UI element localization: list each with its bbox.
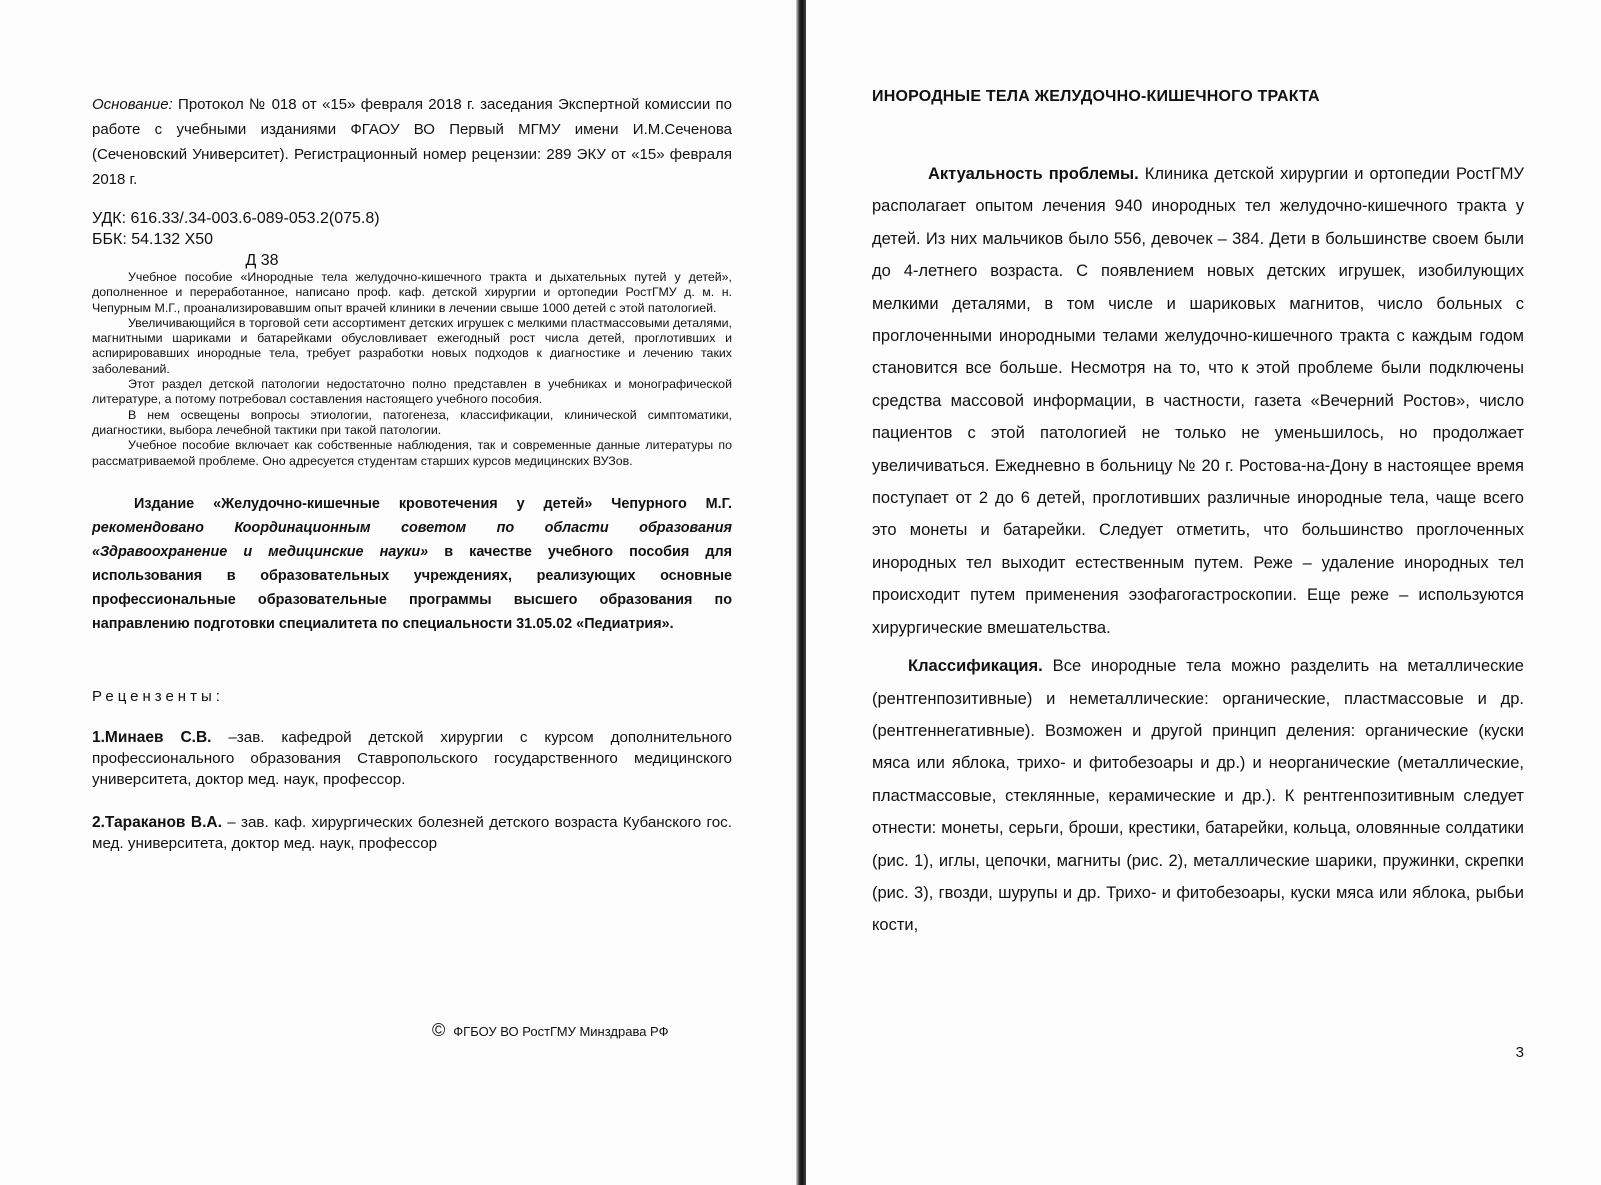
reviewer-1 bbox=[92, 727, 732, 790]
annotation-paragraph: Этот раздел детской патологии недостаточно полно представлен в учебниках и монографической литературе, а потому потребовал составления настоящего учебного пособия. bbox=[92, 377, 732, 407]
page-number: 3 bbox=[1515, 1044, 1524, 1061]
basis-label: Основание: bbox=[92, 96, 173, 113]
copyright-text: ФГБОУ ВО РостГМУ Минздрава РФ bbox=[453, 1024, 669, 1039]
classification-lead: Классификация. bbox=[908, 657, 1043, 676]
annotation-paragraph: Учебное пособие включает как собственные наблюдения, так и современные данные литературы по рассматриваемой проблеме. Оно адресуется студентам старших курсов медицинских ВУЗов. bbox=[92, 438, 732, 468]
chapter-body bbox=[872, 158, 1524, 942]
bbk-line: ББК: 54.132 Х50 bbox=[92, 231, 214, 248]
relevance-text: Клиника детской хирургии и ортопедии РостГМУ располагает опытом лечения 940 инородных тел желудочно-кишечного тракта у детей. Из них мальчиков было 556, девочек – 384. Дети в большинстве своем были до 4-летнего возраста. С появлением новых детских игрушек, изобилующих мелкими деталями, в том числе и шариковых магнитов, число больных с проглоченными инородными телами желудочно-кишечного тракта с каждым годом становится все больше. Несмотря на то, что к этой проблеме были подключены средства массовой информации, в частности, газета «Вечерний Ростов», число пациентов с этой патологией не только не уменьшилось, но продолжает увеличиваться. Ежедневно в больницу № 20 г. Ростова-на-Дону в настоящее время поступает от 2 до 6 детей, проглотивших различные инородные тела, чаще всего это монеты и батарейки. Следует отметить, что большинство проглоченных инородных тел выходит естественным путем. Реже – удаление инородных тел происходит путем применения эзофагогастроскопии. Еще реже – используются хирургические вмешательства. bbox=[872, 165, 1524, 637]
annotation-paragraph: Увеличивающийся в торговой сети ассортимент детских игрушек с мелкими пластмассовыми деталями, магнитными шариками и батарейками обусловливает ежегодный рост числа детей, проглотивших и аспирировавших инородные тела, требует разработки новых подходов к диагностике и лечению таких заболеваний. bbox=[92, 315, 732, 376]
right-page bbox=[872, 88, 1524, 1088]
book-spine bbox=[796, 0, 806, 1185]
recommend-part-2: рекомендовано Координационным советом по области образования «Здравоохранение и медицинские науки» bbox=[92, 519, 732, 560]
relevance-paragraph bbox=[872, 158, 1524, 644]
recommend-part-1: Издание «Желудочно-кишечные кровотечения у детей» Чепурного М.Г. bbox=[134, 495, 732, 512]
reviewer-2-text: – зав. каф. хирургических болезней детского возраста Кубанского гос. мед. университета, доктор мед. наук, профессор bbox=[92, 813, 732, 852]
chapter-title: ИНОРОДНЫЕ ТЕЛА ЖЕЛУДОЧНО-КИШЕЧНОГО ТРАКТА bbox=[872, 88, 1320, 105]
recommendation-paragraph bbox=[92, 492, 732, 636]
author-code: Д 38 bbox=[245, 252, 279, 269]
recommend-part-3: в качестве учебного пособия для использования в образовательных учреждениях, реализующих основные профессиональные образовательные программы высшего образования по направлению подготовки специалитета по специальности 31.05.02 «Педиатрия». bbox=[92, 543, 733, 632]
basis-text: Протокол № 018 от «15» февраля 2018 г. заседания Экспертной комиссии по работе с учебными изданиями ФГАОУ ВО Первый МГМУ имени И.М.Сеченова (Сеченовский Университет). Регистрационный номер рецензии: 289 ЭКУ от «15» февраля 2018 г. bbox=[92, 96, 732, 188]
reviewer-2-name: 2.Тараканов В.А. bbox=[92, 813, 222, 831]
annotation-paragraph: Учебное пособие «Инородные тела желудочно-кишечного тракта и дыхательных путей у детей», дополненное и переработанное, написано проф. каф. детской хирургии и ортопедии РостГМУ д. м. н. Чепурным М.Г., проанализировавшим опыт врачей клиники в лечении свыше 1000 детей с этой патологией. bbox=[92, 270, 732, 315]
classification-paragraph bbox=[872, 650, 1524, 942]
copyright-line bbox=[432, 1020, 668, 1041]
reviewer-1-text: –зав. кафедрой детской хирургии с курсом дополнительного профессионального образования Ставропольского государственного медицинского университета, доктор мед. наук, профессор. bbox=[92, 728, 732, 788]
reviewer-1-name: 1.Минаев С.В. bbox=[92, 728, 212, 746]
reviewers-title: Рецензенты: bbox=[92, 687, 224, 705]
relevance-lead: Актуальность проблемы. bbox=[928, 165, 1139, 183]
left-page bbox=[92, 92, 732, 1092]
copyright-icon: © bbox=[432, 1020, 446, 1040]
annotation bbox=[92, 270, 732, 469]
classification-text: Все инородные тела можно разделить на металлические (рентгенпозитивные) и неметаллические: органические, пластмассовые и др. (рентгеннегативные). Возможен и другой принцип деления: органические (куски мяса или яблока, трихо- и фитобезоары и др.) и неорганические (металлические, пластмассовые, стеклянные, керамические и др.). К рентгенпозитивным следует отнести: монеты, серьги, броши, крестики, батарейки, кольца, оловянные солдатики (рис. 1), иглы, цепочки, магниты (рис. 2), металлические шарики, пружинки, скрепки (рис. 3), гвозди, шурупы и др. Трихо- и фитобезоары, куски мяса или яблока, рыбьи кости, bbox=[872, 657, 1524, 935]
reviewer-2 bbox=[92, 812, 732, 854]
basis-paragraph bbox=[92, 92, 732, 192]
udk-line: УДК: 616.33/.34-003.6-089-053.2(075.8) bbox=[92, 210, 380, 227]
annotation-paragraph: В нем освещены вопросы этиологии, патогенеза, классификации, клинической симптоматики, диагностики, выбора лечебной тактики при такой патологии. bbox=[92, 407, 732, 437]
